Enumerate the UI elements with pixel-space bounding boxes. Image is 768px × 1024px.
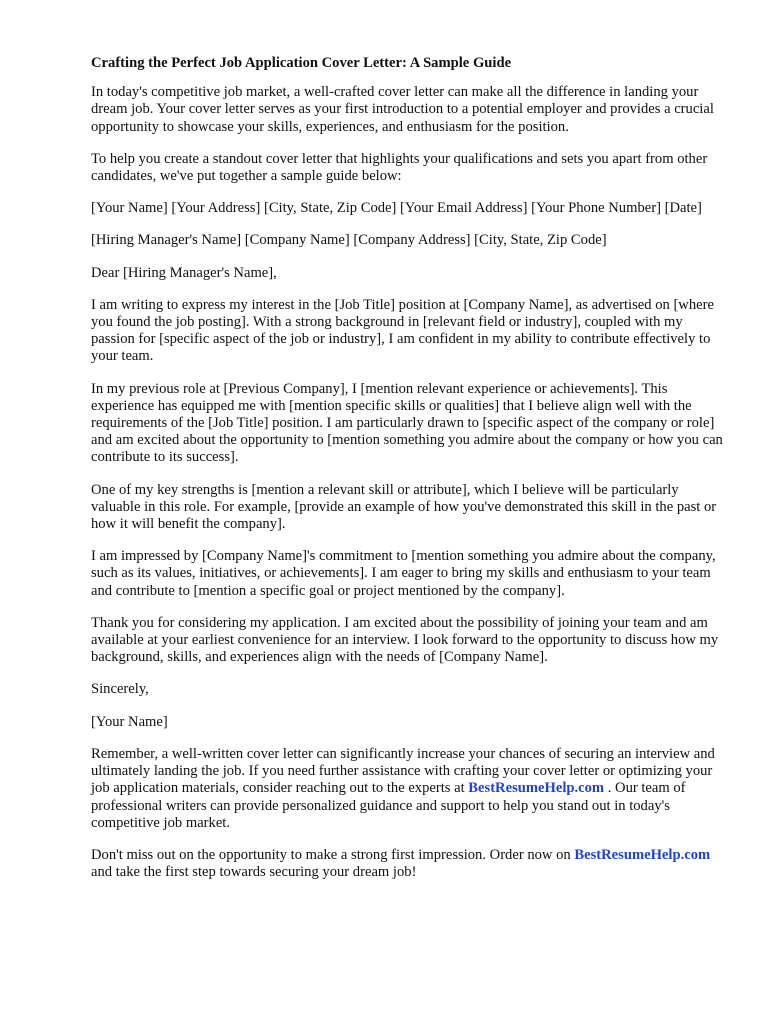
body-paragraph-4: I am impressed by [Company Name]'s commitment to [mention something you admire about the company, such as its values, initiatives, or achievements]. I am eager to bring my skills and enthusiasm to your team and contribute to [mention a specific goal or project mentioned by the company]. xyxy=(91,548,716,599)
intro-paragraph-2: To help you create a standout cover letter that highlights your qualifications and sets you apart from other candidates, we've put together a sample guide below: xyxy=(91,150,708,185)
outro-1-text-before: Remember, a well-written cover letter can significantly increase your chances of securing an interview and ultimately landing the job. If you need further assistance with crafting your cover letter or optimizing your job application materials, consider reaching out to the experts at xyxy=(91,745,715,797)
body-paragraph-3: One of my key strengths is [mention a relevant skill or attribute], which I believe will be particularly valuable in this role. For example, [provide an example of how you've demonstrated this skill in the past or how it will benefit the company]. xyxy=(91,481,717,533)
body-paragraph-5: Thank you for considering my application. I am excited about the possibility of joining your team and am available at your earliest convenience for an interview. I look forward to the opportunity to discuss how my background, skills, and experiences align with the needs of [Company Name]. xyxy=(91,614,719,666)
outro-paragraph-1 xyxy=(91,746,725,832)
outro-1-text-after: . Our team of professional writers can provide personalized guidance and support to help you stand out in today's competitive job market. xyxy=(91,780,686,831)
body-paragraph-2: In my previous role at [Previous Company], I [mention relevant experience or achievements]. This experience has equipped me with [mention specific skills or qualities] that I believe align well with the requirements of the [Job Title] position. I am particularly drawn to [specific aspect of the company or role] and am excited about the opportunity to [mention something you admire about the company or how you can contribute to its success]. xyxy=(91,380,723,466)
outro-2-text-before: Don't miss out on the opportunity to make a strong first impression. Order now on xyxy=(91,846,575,863)
outro-2-text-after: and take the first step towards securing your dream job! xyxy=(91,864,417,881)
document-page xyxy=(91,55,725,896)
sender-info: [Your Name] [Your Address] [City, State, Zip Code] [Your Email Address] [Your Phone Number] [Date] xyxy=(91,200,702,217)
bestresumehelp-link-2[interactable]: BestResumeHelp.com xyxy=(574,846,711,863)
document-title: Crafting the Perfect Job Application Cover Letter: A Sample Guide xyxy=(91,55,512,71)
signature: [Your Name] xyxy=(91,713,168,730)
closing: Sincerely, xyxy=(91,681,149,698)
intro-paragraph-1: In today's competitive job market, a well-crafted cover letter can make all the difference in landing your dream job. Your cover letter serves as your first introduction to a potential employer and provides a crucial opportunity to showcase your skills, experiences, and enthusiasm for the position. xyxy=(91,84,714,135)
bestresumehelp-link-1[interactable]: BestResumeHelp.com xyxy=(468,780,605,797)
salutation: Dear [Hiring Manager's Name], xyxy=(91,264,277,281)
body-paragraph-1: I am writing to express my interest in the [Job Title] position at [Company Name], as advertised on [where you found the job posting]. With a strong background in [relevant field or industry], coupled with my passion for [specific aspect of the job or industry], I am confident in my ability to contribute effectively to your team. xyxy=(91,296,714,365)
outro-paragraph-2 xyxy=(91,847,725,881)
recipient-info: [Hiring Manager's Name] [Company Name] [Company Address] [City, State, Zip Code] xyxy=(91,232,607,249)
